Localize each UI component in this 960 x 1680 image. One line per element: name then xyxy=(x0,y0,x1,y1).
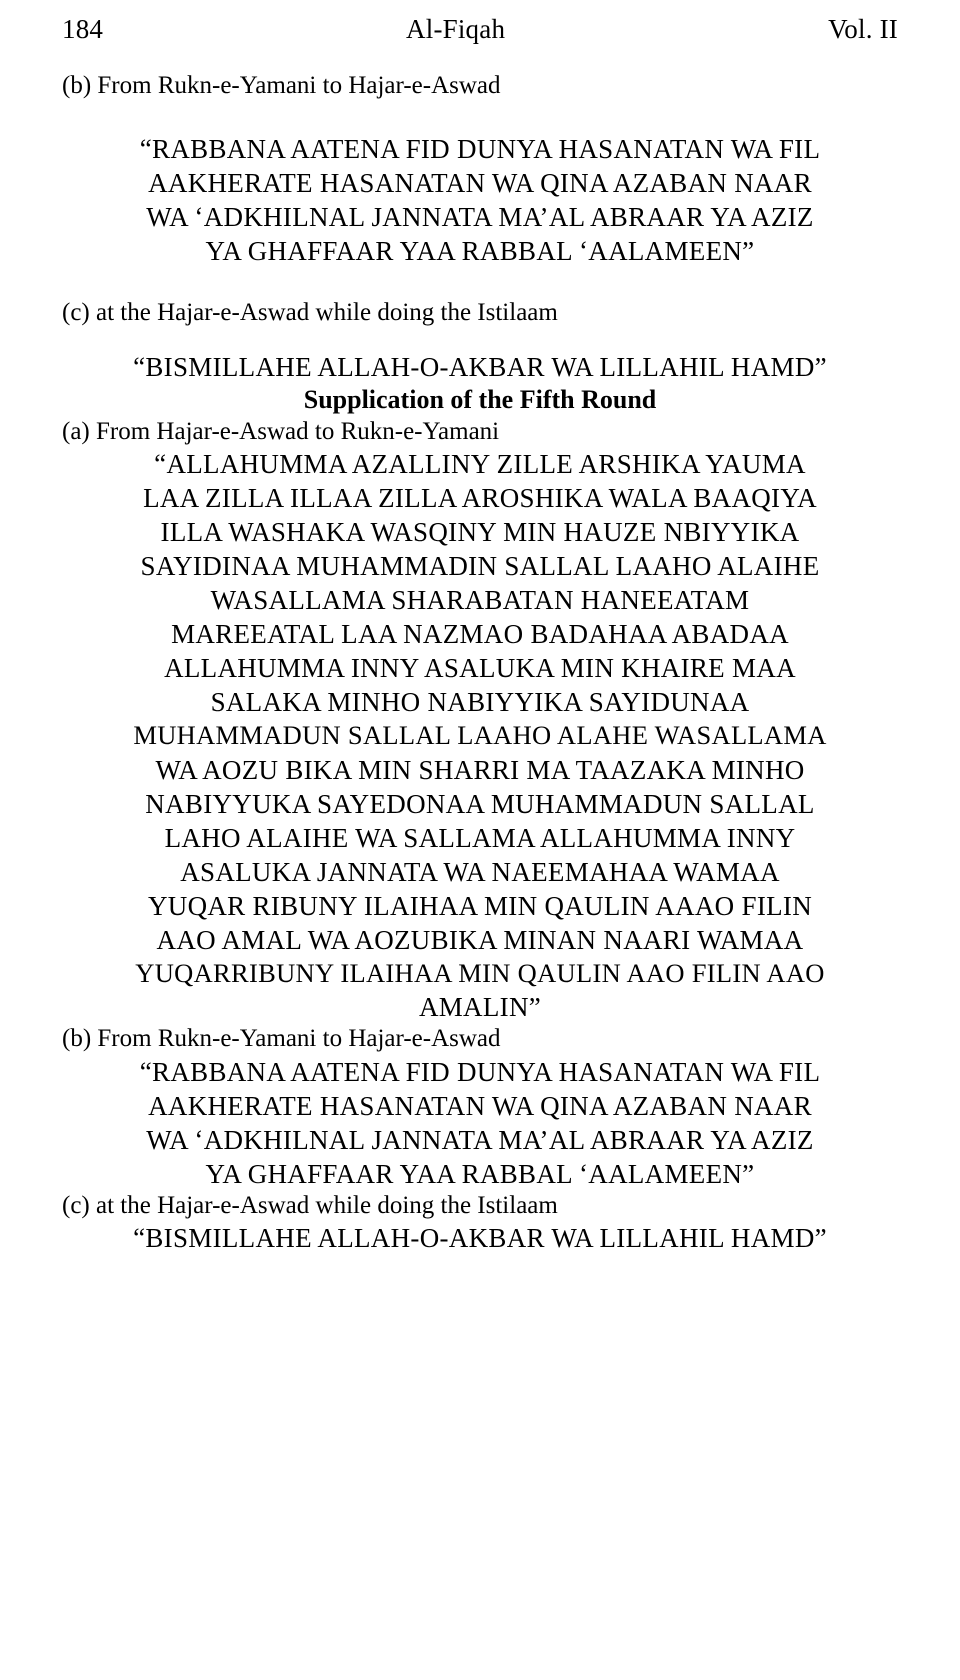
dua-line: AAKHERATE HASANATAN WA QINA AZABAN NAAR xyxy=(148,167,812,198)
volume-label: Vol. II xyxy=(828,14,898,44)
dua-line: ILLA WASHAKA WASQINY MIN HAUZE NBIYYIKA xyxy=(160,517,800,548)
dua-line: SAYIDINAA MUHAMMADIN SALLAL LAAHO ALAIHE xyxy=(140,551,820,582)
spacer xyxy=(62,102,898,132)
dua-line: AAO AMAL WA AOZUBIKA MINAN NAARI WAMAA xyxy=(156,924,804,955)
dua-line: WASALLAMA SHARABATAN HANEEATAM xyxy=(210,585,750,616)
spacer xyxy=(62,268,898,298)
top-section xyxy=(62,71,898,384)
dua-line: “BISMILLAHE ALLAH-O-AKBAR WA LILLAHIL HAMD” xyxy=(133,1223,827,1254)
dua-line: ALLAHUMMA INNY ASALUKA MIN KHAIRE MAA xyxy=(164,653,796,684)
label-b-fifth: (b) From Rukn-e-Yamani to Hajar-e-Aswad xyxy=(62,1025,501,1053)
book-title: Al-Fiqah xyxy=(406,14,506,44)
dua-line: LAA ZILLA ILLAA ZILLA AROSHIKA WALA BAAQIYA xyxy=(143,483,817,514)
dua-line: YA GHAFFAAR YAA RABBAL ‘AALAMEEN” xyxy=(205,1158,755,1189)
spacer xyxy=(62,328,898,350)
page-number: 184 xyxy=(62,14,104,44)
dua-line: “RABBANA AATENA FID DUNYA HASANATAN WA FIL xyxy=(139,1056,821,1087)
dua-line: YUQAR RIBUNY ILAIHAA MIN QAULIN AAAO FILIN xyxy=(147,890,813,921)
dua-line: ASALUKA JANNATA WA NAEEMAHAA WAMAA xyxy=(180,856,780,887)
dua-line: MUHAMMADUN SALLAL LAAHO ALAHE WASALLAMA xyxy=(133,720,827,751)
running-header xyxy=(62,14,898,45)
label-c-fifth: (c) at the Hajar-e-Aswad while doing the Istilaam xyxy=(62,1191,558,1219)
dua-line: “RABBANA AATENA FID DUNYA HASANATAN WA FIL xyxy=(139,133,821,164)
dua-line: NABIYYUKA SAYEDONAA MUHAMMADUN SALLAL xyxy=(145,788,815,819)
dua-line: YUQARRIBUNY ILAIHAA MIN QAULIN AAO FILIN AAO xyxy=(135,957,825,988)
dua-line: “ALLAHUMMA AZALLINY ZILLE ARSHIKA YAUMA xyxy=(154,449,806,480)
dua-line: LAHO ALAIHE WA SALLAMA ALLAHUMMA INNY xyxy=(164,822,796,853)
dua-line: YA GHAFFAAR YAA RABBAL ‘AALAMEEN” xyxy=(205,235,755,266)
fifth-round-section xyxy=(62,384,898,1255)
dua-line: WA ‘ADKHILNAL JANNATA MA’AL ABRAAR YA AZIZ xyxy=(146,1124,814,1155)
dua-line: AMALIN” xyxy=(418,992,542,1023)
dua-line: “BISMILLAHE ALLAH-O-AKBAR WA LILLAHIL HAMD” xyxy=(133,352,827,383)
label-c-top: (c) at the Hajar-e-Aswad while doing the Istilaam xyxy=(62,298,558,326)
dua-line: MAREEATAL LAA NAZMAO BADAHAA ABADAA xyxy=(171,619,789,650)
label-a-fifth: (a) From Hajar-e-Aswad to Rukn-e-Yamani xyxy=(62,417,500,445)
dua-line: WA AOZU BIKA MIN SHARRI MA TAAZAKA MINHO xyxy=(155,754,805,785)
section-heading-fifth-round: Supplication of the Fifth Round xyxy=(303,385,657,415)
dua-line: AAKHERATE HASANATAN WA QINA AZABAN NAAR xyxy=(148,1090,812,1121)
label-b-top: (b) From Rukn-e-Yamani to Hajar-e-Aswad xyxy=(62,72,501,99)
dua-line: WA ‘ADKHILNAL JANNATA MA’AL ABRAAR YA AZIZ xyxy=(146,201,814,232)
dua-line: SALAKA MINHO NABIYYIKA SAYIDUNAA xyxy=(210,687,750,718)
